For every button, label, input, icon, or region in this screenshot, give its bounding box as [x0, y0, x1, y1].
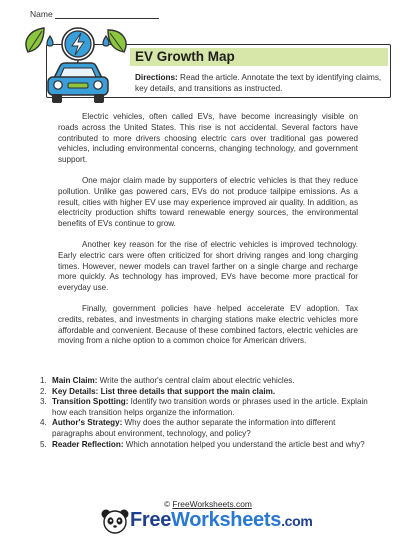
name-blank-line[interactable]: [55, 11, 159, 19]
question-item: [40, 387, 378, 398]
directions-text: Read the article. Annotate the text by identifying claims, key details, and transitions as instructed.: [135, 73, 382, 93]
question-text: Write the author's central claim about electric vehicles.: [97, 376, 295, 385]
name-label: Name: [30, 9, 53, 19]
article-paragraph: One major claim made by supporters of electric vehicles is that they reduce pollution. Unlike gas powered cars, EVs do not produce tailpipe emissions. As a result, cities with higher EV use may experience improved air quality. In addition, as electricity production shifts toward renewable energy sources, the environmental benefits of EVs continue to grow.: [58, 175, 358, 229]
question-number: 3.: [40, 397, 47, 407]
question-number: 1.: [40, 376, 47, 385]
article: [58, 112, 358, 357]
question-text: List three details that support the main claim.: [98, 386, 276, 396]
question-label: Author's Strategy:: [52, 418, 123, 428]
directions-label: Directions:: [135, 73, 178, 82]
brand-free: Free: [130, 509, 172, 531]
question-list: [40, 376, 378, 450]
brand-dotcom: .com: [281, 513, 313, 529]
page-title: EV Growth Map: [135, 49, 235, 64]
directions: [135, 72, 387, 94]
question-text: Identify two transition words or phrases used in the article. Explain how each transition helps organize the information.: [52, 397, 368, 417]
question-number: 5.: [40, 439, 47, 449]
brand-worksheets: Worksheets: [171, 509, 282, 531]
question-item: [40, 397, 378, 418]
question-item: [40, 376, 378, 387]
question-item: [40, 418, 378, 439]
article-paragraph: Finally, government policies have helped accelerate EV adoption. Tax credits, rebates, and investments in charging stations make electric vehicles more affordable and convenient. Because of these combined factors, electric vehicles are moving from a niche option to a common choice for American drivers.: [58, 303, 358, 346]
panda-logo-icon: [100, 508, 130, 534]
question-number: 4.: [40, 418, 47, 428]
footer-link[interactable]: FreeWorksheets.com: [172, 499, 252, 509]
question-item: [40, 440, 378, 451]
question-label: Main Claim:: [52, 376, 98, 385]
copyright-symbol: ©: [164, 500, 171, 509]
question-label: Transition Spotting:: [52, 397, 129, 407]
name-field[interactable]: [30, 9, 159, 19]
question-number: 2.: [40, 386, 47, 396]
question-text: Which annotation helped you understand the article best and why?: [123, 439, 365, 449]
article-paragraph: Electric vehicles, often called EVs, have become increasingly visible on roads across the United States. This rise is not accidental. Several factors have contributed to more drivers choosing electric cars over traditional gas powered vehicles, including environmental concerns, changing technology, and government support.: [58, 112, 358, 165]
question-label: Key Details:: [52, 386, 99, 396]
article-paragraph: Another key reason for the rise of electric vehicles is improved technology. Early electric cars were often criticized for short driving ranges and long charging times. However, newer models can travel farther on a single charge and recharge more quickly. As technology has improved, EVs have become more practical for everyday use.: [58, 239, 358, 293]
brand-wordmark: [130, 509, 313, 532]
question-label: Reader Reflection:: [52, 439, 124, 449]
question-text: Why does the author separate the information into different paragraphs about environment, technology, and policy?: [52, 418, 336, 438]
ev-charging-car-icon: [20, 22, 132, 108]
